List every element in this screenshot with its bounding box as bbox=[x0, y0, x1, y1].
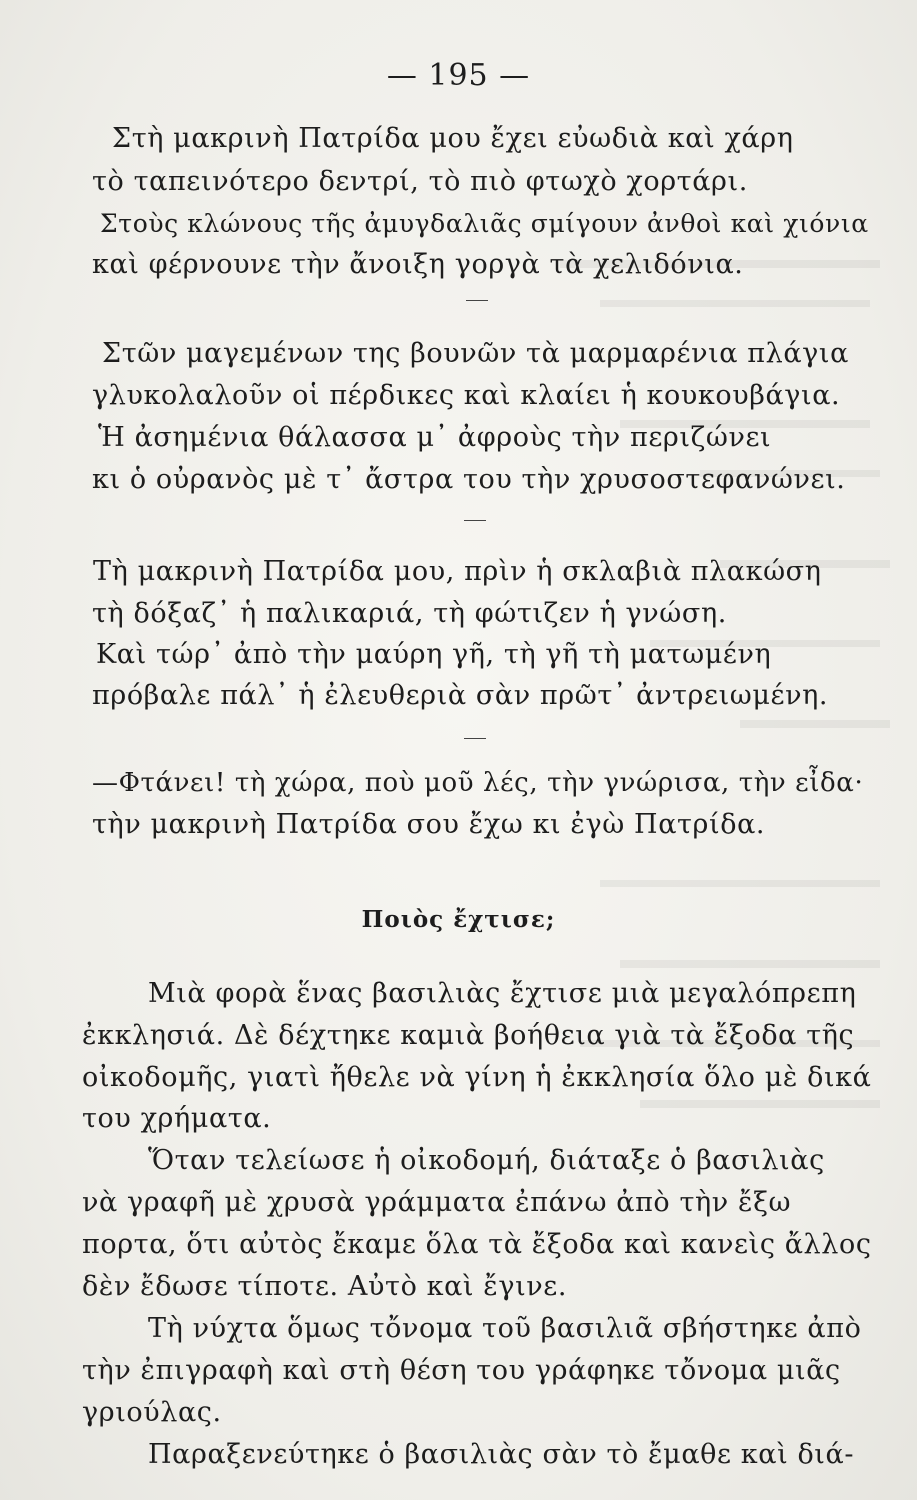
poem-line: Καὶ τώρ᾽ ἀπὸ τὴν μαύρη γῆ, τὴ γῆ τὴ ματωμένη bbox=[96, 639, 772, 670]
poem-line: Τὴ μακρινὴ Πατρίδα μου, πρὶν ἡ σκλαβιὰ πλακώση bbox=[93, 556, 822, 587]
page-number: — 195 — bbox=[386, 58, 531, 93]
stanza-divider bbox=[466, 300, 488, 301]
poem-line: —Φτάνει! τὴ χώρα, ποὺ μοῦ λές, τὴν γνώρισα, τὴν εἶδα· bbox=[92, 768, 864, 798]
poem-line: Στῶν μαγεμένων της βουνῶν τὰ μαρμαρένια πλάγια bbox=[102, 338, 849, 369]
poem-line: τὸ ταπεινότερο δεντρί, τὸ πιὸ φτωχὸ χορτάρι. bbox=[92, 166, 748, 197]
poem-line: Ἡ ἀσημένια θάλασσα μ᾽ ἀφροὺς τὴν περιζώνει bbox=[98, 422, 772, 453]
prose-line: γριούλας. bbox=[82, 1397, 222, 1428]
prose-line: Παραξενεύτηκε ὁ βασιλιὰς σὰν τὸ ἔμαθε καὶ διά- bbox=[148, 1439, 855, 1470]
poem-line: τὴ δόξαζ᾽ ἡ παλικαριά, τὴ φώτιζεν ἡ γνώση. bbox=[92, 598, 727, 629]
stanza-divider bbox=[464, 520, 486, 521]
prose-line: Ὅταν τελείωσε ἡ οἰκοδομή, διάταξε ὁ βασιλιὰς bbox=[148, 1145, 825, 1176]
poem-line: τὴν μακρινὴ Πατρίδα σου ἔχω κι ἐγὼ Πατρίδα. bbox=[92, 809, 766, 840]
poem-line: πρόβαλε πάλ᾽ ἡ ἐλευθεριὰ σὰν πρῶτ᾽ ἀντρειωμένη. bbox=[92, 680, 829, 711]
prose-line: τὴν ἐπιγραφὴ καὶ στὴ θέση του γράφηκε τὄνομα μιᾶς bbox=[82, 1355, 841, 1386]
poem-line: γλυκολαλοῦν οἱ πέρδικες καὶ κλαίει ἡ κουκουβάγια. bbox=[92, 380, 841, 411]
prose-line: νὰ γραφῆ μὲ χρυσὰ γράμματα ἐπάνω ἀπὸ τὴν ἔξω bbox=[82, 1187, 792, 1218]
prose-line: πορτα, ὅτι αὐτὸς ἔκαμε ὅλα τὰ ἔξοδα καὶ κανεὶς ἄλλος bbox=[82, 1229, 872, 1260]
stanza-divider bbox=[464, 738, 486, 739]
poem-line: καὶ φέρνουνε τὴν ἄνοιξη γοργὰ τὰ χελιδόνια. bbox=[92, 249, 744, 280]
story-title: Ποιὸς ἔχτισε; bbox=[361, 906, 556, 933]
prose-line: Μιὰ φορὰ ἕνας βασιλιὰς ἔχτισε μιὰ μεγαλόπρεπη bbox=[148, 978, 857, 1009]
prose-line: Τὴ νύχτα ὅμως τὄνομα τοῦ βασιλιᾶ σβήστηκε ἀπὸ bbox=[148, 1313, 862, 1344]
prose-line: του χρήματα. bbox=[82, 1103, 272, 1134]
poem-line: Στὴ μακρινὴ Πατρίδα μου ἔχει εὐωδιὰ καὶ χάρη bbox=[112, 123, 794, 154]
prose-line: ἐκκλησιά. Δὲ δέχτηκε καμιὰ βοήθεια γιὰ τὰ ἔξοδα τῆς bbox=[82, 1020, 855, 1051]
prose-line: οἰκοδομῆς, γιατὶ ἤθελε νὰ γίνη ἡ ἐκκλησία ὅλο μὲ δικά bbox=[82, 1062, 872, 1093]
poem-line: Στοὺς κλώνους τῆς ἀμυγδαλιᾶς σμίγουν ἀνθοὶ καὶ χιόνια bbox=[100, 209, 869, 238]
prose-line: δὲν ἔδωσε τίποτε. Αὐτὸ καὶ ἔγινε. bbox=[82, 1271, 568, 1302]
poem-line: κι ὁ οὐρανὸς μὲ τ᾽ ἄστρα του τὴν χρυσοστεφανώνει. bbox=[92, 464, 846, 495]
